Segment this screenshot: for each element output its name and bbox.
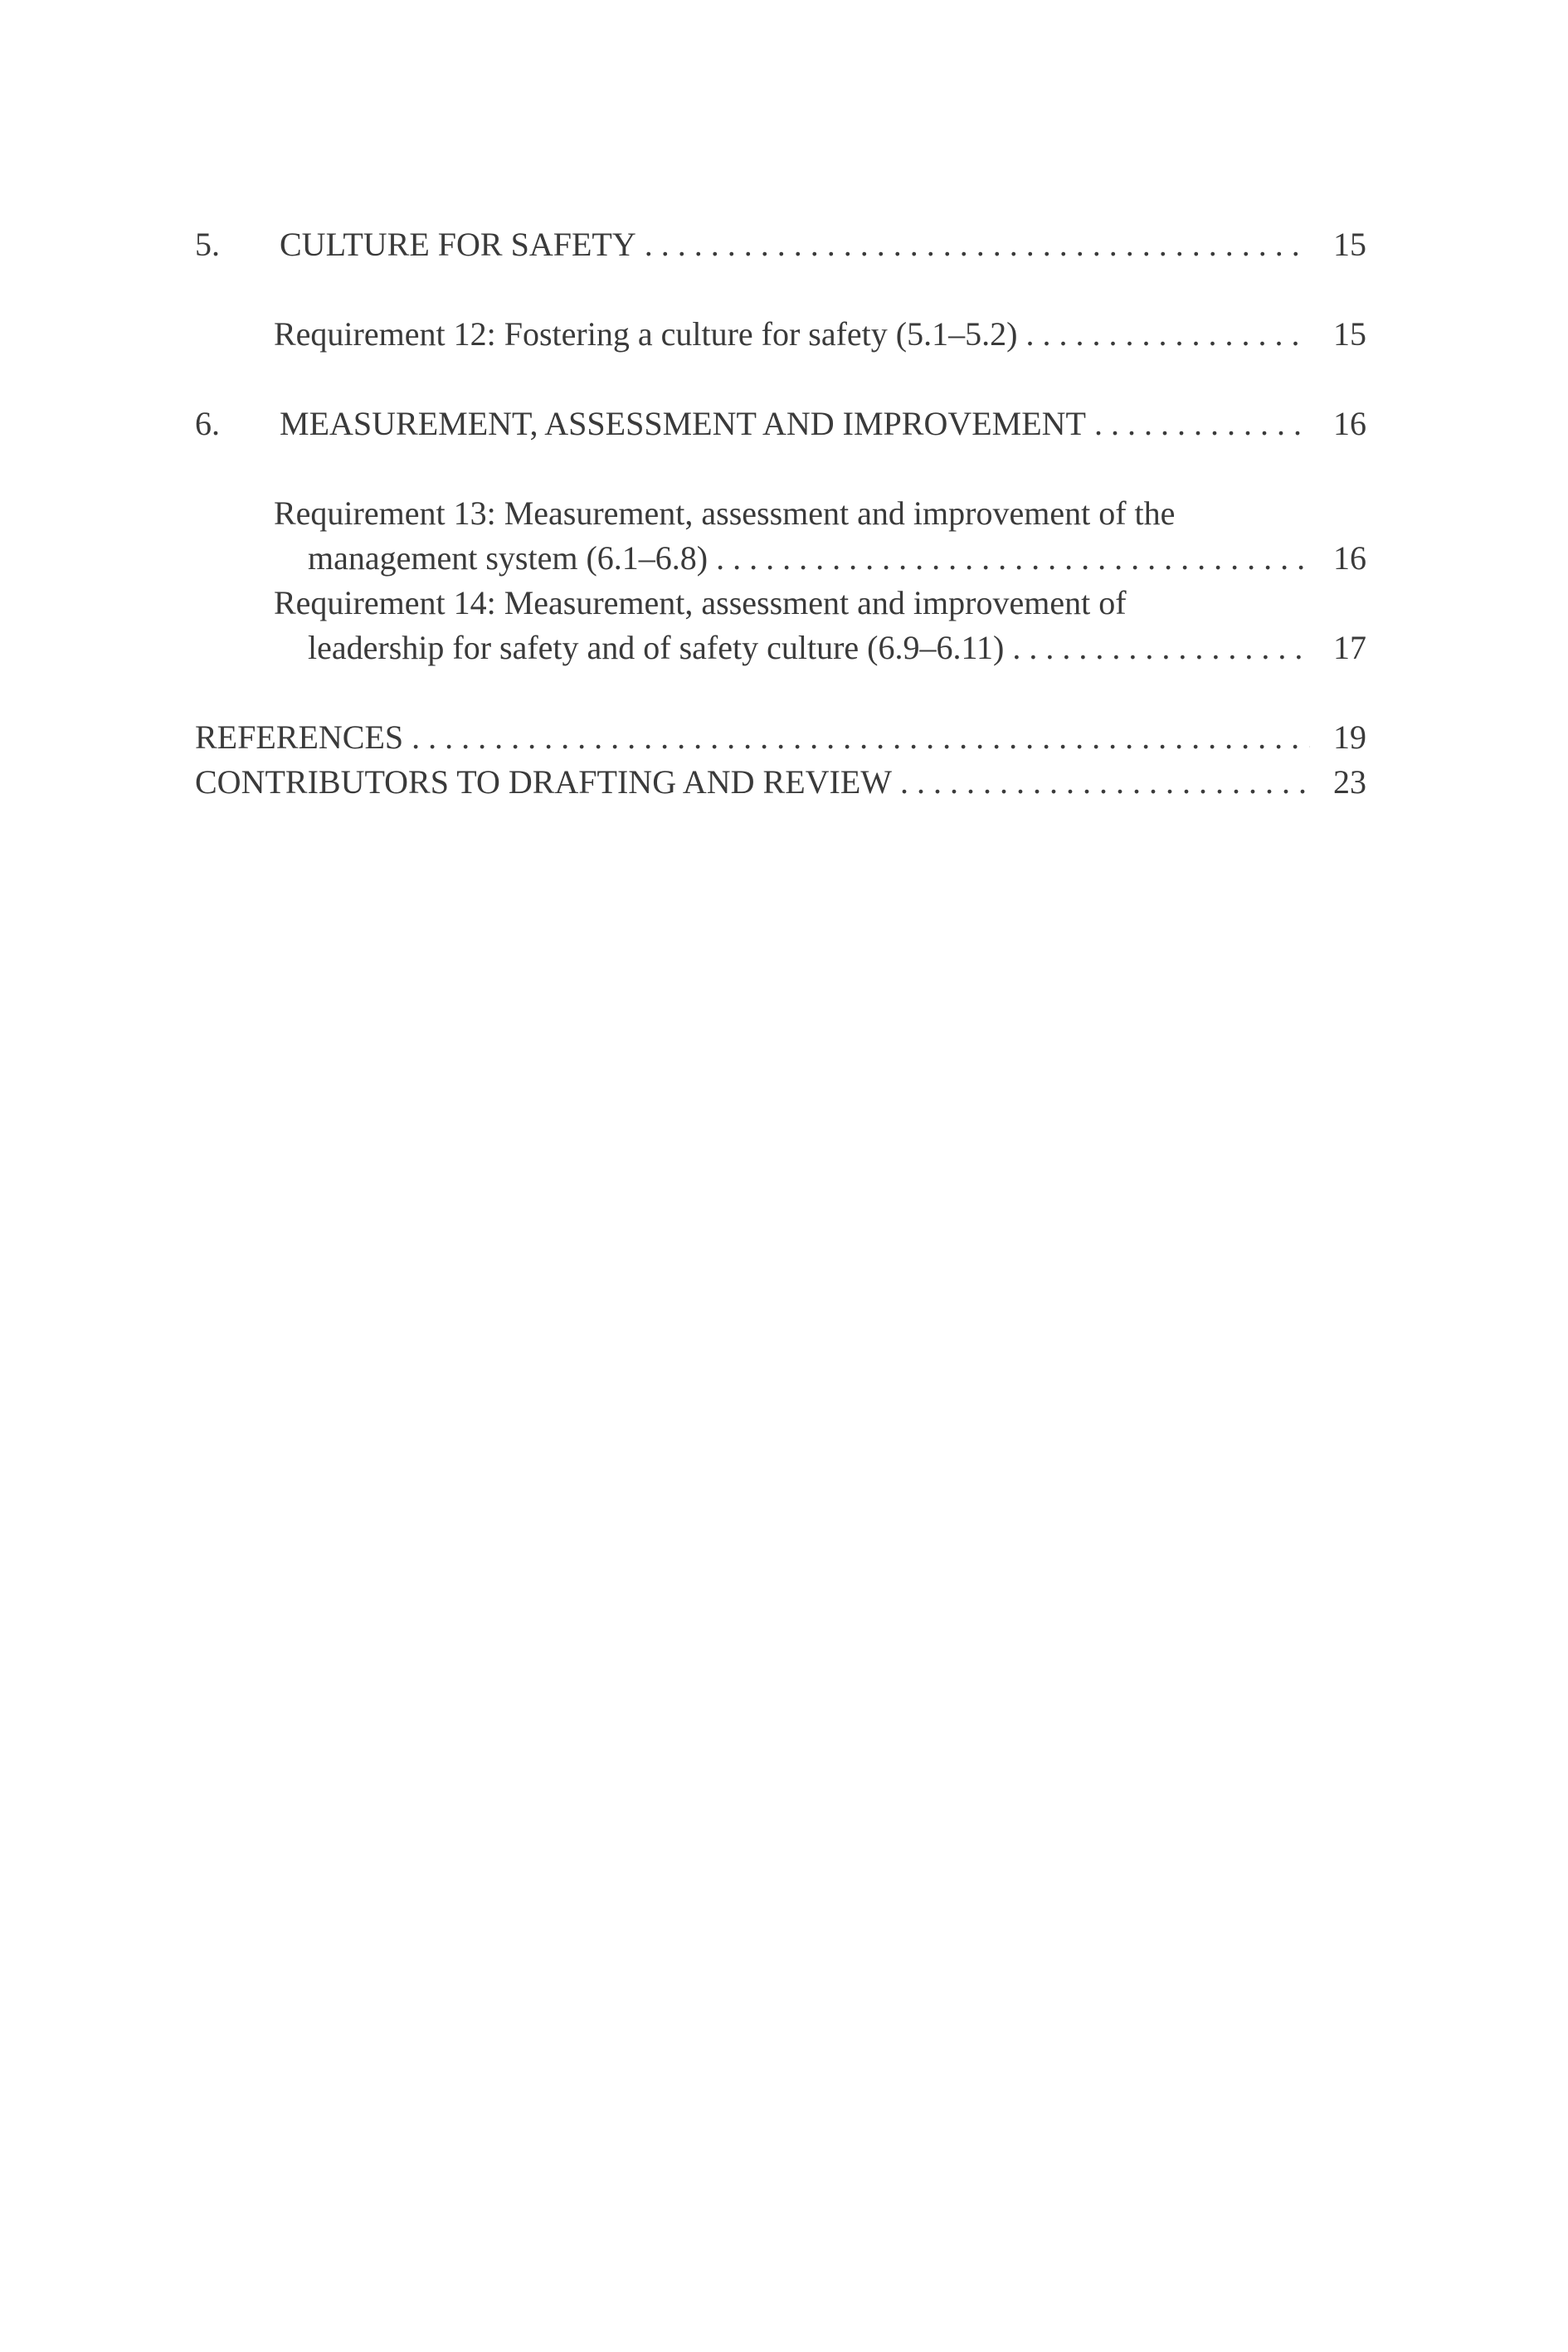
spacer xyxy=(195,357,1366,402)
toc-entry-contributors[interactable] xyxy=(195,760,1366,805)
dot-leader xyxy=(645,222,1310,267)
toc-entry-requirement-13[interactable] xyxy=(195,491,1366,581)
dot-leader xyxy=(716,536,1310,581)
contributors-title: CONTRIBUTORS TO DRAFTING AND REVIEW xyxy=(195,763,893,801)
spacer xyxy=(195,670,1366,715)
page-number: 16 xyxy=(1333,405,1366,442)
requirement-title-line-1: Requirement 14: Measurement, assessment and improvement of xyxy=(274,584,1127,621)
toc-entry-requirement-14[interactable] xyxy=(195,581,1366,670)
section-title: CULTURE FOR SAFETY xyxy=(280,226,636,263)
page-number: 19 xyxy=(1333,718,1366,756)
page-number: 15 xyxy=(1333,226,1366,263)
dot-leader xyxy=(1012,626,1310,670)
section-number: 5. xyxy=(195,226,220,263)
dot-leader xyxy=(411,715,1310,760)
section-title: MEASUREMENT, ASSESSMENT AND IMPROVEMENT xyxy=(280,405,1086,442)
section-number: 6. xyxy=(195,405,220,442)
dot-leader xyxy=(1094,402,1310,446)
page-number: 23 xyxy=(1333,763,1366,801)
page-number: 17 xyxy=(1333,629,1366,666)
spacer xyxy=(195,446,1366,491)
table-of-contents xyxy=(195,222,1366,805)
requirement-title-line-2: management system (6.1–6.8) xyxy=(308,539,709,577)
requirement-title-line-2: leadership for safety and of safety culture (6.9–6.11) xyxy=(308,629,1005,666)
requirement-title-line-1: Requirement 13: Measurement, assessment and improvement of the xyxy=(274,494,1176,532)
toc-entry-section-6[interactable] xyxy=(195,402,1366,446)
toc-entry-references[interactable] xyxy=(195,715,1366,760)
references-title: REFERENCES xyxy=(195,718,404,756)
toc-entry-requirement-12[interactable] xyxy=(195,312,1366,357)
spacer xyxy=(195,267,1366,312)
page-number: 15 xyxy=(1333,315,1366,353)
page-number: 16 xyxy=(1333,539,1366,577)
dot-leader xyxy=(900,760,1310,805)
dot-leader xyxy=(1025,312,1310,357)
requirement-title: Requirement 12: Fostering a culture for safety (5.1–5.2) xyxy=(274,315,1018,353)
toc-entry-section-5[interactable] xyxy=(195,222,1366,267)
